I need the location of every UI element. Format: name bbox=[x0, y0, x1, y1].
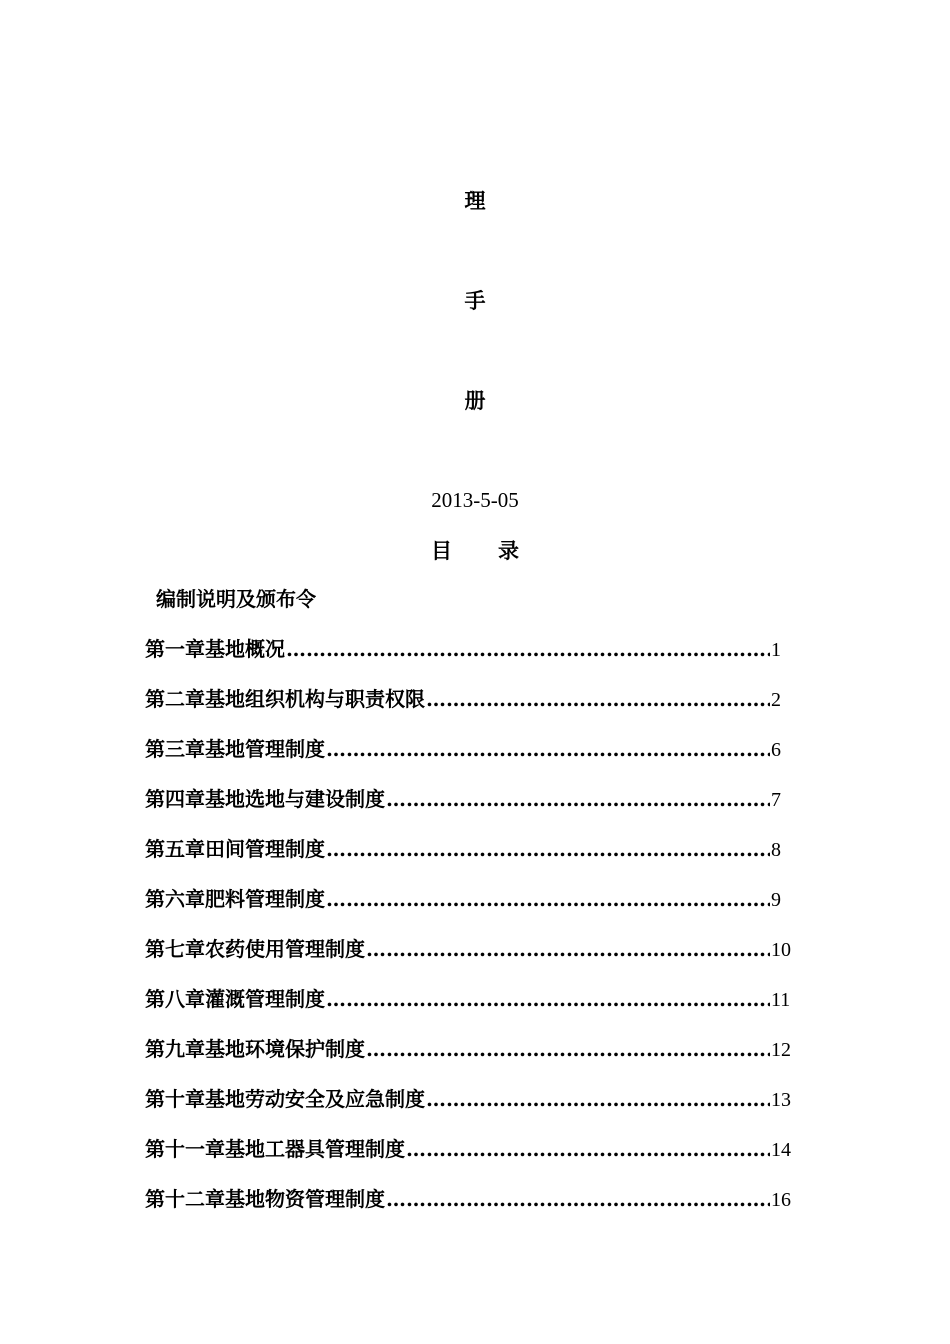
toc-dot-leader bbox=[326, 886, 770, 912]
toc-item-page: 6 bbox=[771, 739, 781, 761]
toc-item bbox=[145, 686, 795, 736]
toc-dot-leader bbox=[426, 686, 770, 712]
toc-item bbox=[145, 786, 795, 836]
toc-heading-char-1: 目 bbox=[431, 538, 452, 563]
toc-dot-leader bbox=[386, 1186, 770, 1212]
title-char-3: 册 bbox=[464, 388, 486, 413]
toc-item-page: 10 bbox=[771, 939, 791, 961]
toc-item-page: 2 bbox=[771, 689, 781, 711]
toc-item bbox=[145, 636, 795, 686]
title-char-2: 手 bbox=[464, 288, 486, 313]
toc-dot-leader bbox=[366, 1036, 770, 1062]
toc-dot-leader bbox=[406, 1136, 770, 1162]
toc-dot-leader bbox=[366, 936, 770, 962]
toc-item bbox=[145, 1086, 795, 1136]
toc-item-label: 第六章肥料管理制度 bbox=[145, 887, 325, 911]
toc-dot-leader bbox=[286, 636, 770, 662]
toc-dot-leader bbox=[326, 736, 770, 762]
toc-dot-leader bbox=[386, 786, 770, 812]
toc-dot-leader bbox=[426, 1086, 770, 1112]
toc-item-label: 第一章基地概况 bbox=[145, 637, 285, 661]
toc-item bbox=[145, 1186, 795, 1236]
toc-heading bbox=[0, 538, 950, 564]
table-of-contents bbox=[145, 636, 795, 1236]
toc-item-label: 第四章基地选地与建设制度 bbox=[145, 787, 385, 811]
toc-item-page: 14 bbox=[771, 1139, 791, 1161]
toc-item bbox=[145, 886, 795, 936]
toc-item-label: 第三章基地管理制度 bbox=[145, 737, 325, 761]
toc-item-label: 第十二章基地物资管理制度 bbox=[145, 1187, 385, 1211]
toc-item bbox=[145, 986, 795, 1036]
toc-item-label: 第八章灌溉管理制度 bbox=[145, 987, 325, 1011]
toc-item-label: 第十一章基地工器具管理制度 bbox=[145, 1137, 405, 1161]
toc-item-label: 第九章基地环境保护制度 bbox=[145, 1037, 365, 1061]
toc-item-label: 第二章基地组织机构与职责权限 bbox=[145, 687, 425, 711]
toc-item bbox=[145, 1036, 795, 1086]
toc-item-page: 8 bbox=[771, 839, 781, 861]
preface-entry: 编制说明及颁布令 bbox=[156, 587, 316, 611]
toc-item-label: 第五章田间管理制度 bbox=[145, 837, 325, 861]
toc-item-label: 第十章基地劳动安全及应急制度 bbox=[145, 1087, 425, 1111]
toc-item-label: 第七章农药使用管理制度 bbox=[145, 937, 365, 961]
toc-item-page: 13 bbox=[771, 1089, 791, 1111]
document-date: 2013-5-05 bbox=[431, 488, 519, 512]
toc-item-page: 7 bbox=[771, 789, 781, 811]
toc-item bbox=[145, 936, 795, 986]
toc-item bbox=[145, 1136, 795, 1186]
toc-item-page: 1 bbox=[771, 639, 781, 661]
toc-heading-char-2: 录 bbox=[498, 538, 519, 563]
toc-item bbox=[145, 836, 795, 886]
toc-dot-leader bbox=[326, 836, 770, 862]
toc-item bbox=[145, 736, 795, 786]
toc-item-page: 16 bbox=[771, 1189, 791, 1211]
title-char-1: 理 bbox=[464, 188, 486, 213]
toc-item-page: 11 bbox=[771, 989, 791, 1011]
toc-item-page: 9 bbox=[771, 889, 781, 911]
toc-dot-leader bbox=[326, 986, 770, 1012]
toc-item-page: 12 bbox=[771, 1039, 791, 1061]
